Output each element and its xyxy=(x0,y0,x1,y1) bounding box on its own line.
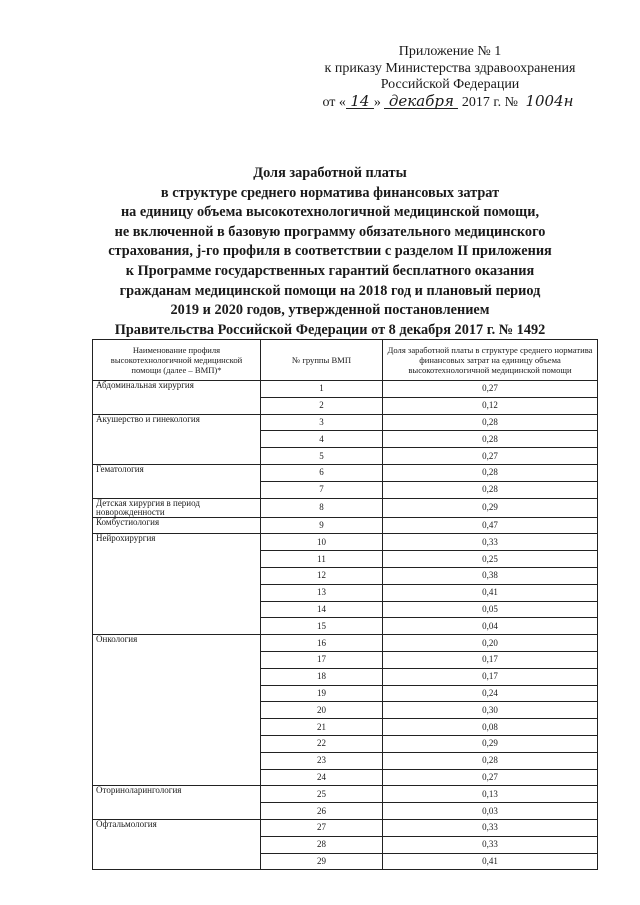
share-value-cell: 0,28 xyxy=(383,414,598,431)
profile-name-cell: Акушерство и гинекология xyxy=(93,414,261,464)
date-month-handwritten: декабря xyxy=(384,94,458,109)
profile-name-cell: Оториноларингология xyxy=(93,786,261,820)
group-number-cell: 27 xyxy=(261,819,383,836)
date-prefix: от « xyxy=(322,94,346,110)
group-number-cell: 11 xyxy=(261,551,383,568)
share-value-cell: 0,30 xyxy=(383,702,598,719)
group-number-cell: 19 xyxy=(261,685,383,702)
profile-name-cell: Комбустиология xyxy=(93,517,261,534)
group-number-cell: 17 xyxy=(261,651,383,668)
group-number-cell: 12 xyxy=(261,567,383,584)
group-number-cell: 20 xyxy=(261,702,383,719)
profile-name-cell: Онкология xyxy=(93,635,261,786)
title-line: на единицу объема высокотехнологичной медицинской помощи, xyxy=(120,204,540,221)
group-number-cell: 23 xyxy=(261,752,383,769)
share-value-cell: 0,28 xyxy=(383,464,598,481)
share-value-cell: 0,24 xyxy=(383,685,598,702)
table-row xyxy=(93,517,598,534)
group-number-cell: 8 xyxy=(261,498,383,517)
table-row xyxy=(93,414,598,431)
order-date-line xyxy=(300,91,600,112)
group-number-cell: 3 xyxy=(261,414,383,431)
table-row xyxy=(93,464,598,481)
order-reference: к приказу Министерства здравоохранения xyxy=(324,60,576,76)
share-value-cell: 0,41 xyxy=(383,853,598,870)
group-number-cell: 6 xyxy=(261,464,383,481)
share-value-cell: 0,17 xyxy=(383,651,598,668)
table-row xyxy=(93,819,598,836)
share-value-cell: 0,47 xyxy=(383,517,598,534)
group-number-cell: 4 xyxy=(261,431,383,448)
share-value-cell: 0,29 xyxy=(383,498,598,517)
share-value-cell: 0,28 xyxy=(383,481,598,498)
share-value-cell: 0,27 xyxy=(383,381,598,398)
profile-name-cell: Абдоминальная хирургия xyxy=(93,381,261,415)
header-group: № группы ВМП xyxy=(261,340,383,381)
appendix-block xyxy=(300,44,600,111)
group-number-cell: 1 xyxy=(261,381,383,398)
group-number-cell: 26 xyxy=(261,803,383,820)
profile-name-cell: Гематология xyxy=(93,464,261,498)
group-number-cell: 28 xyxy=(261,836,383,853)
appendix-number: Приложение № 1 xyxy=(398,44,502,59)
date-day-handwritten: 14 xyxy=(346,94,374,109)
group-number-cell: 25 xyxy=(261,786,383,803)
group-number-cell: 29 xyxy=(261,853,383,870)
share-value-cell: 0,20 xyxy=(383,635,598,652)
table-row xyxy=(93,635,598,652)
group-number-cell: 18 xyxy=(261,668,383,685)
table-row xyxy=(93,534,598,551)
table-row xyxy=(93,786,598,803)
share-value-cell: 0,25 xyxy=(383,551,598,568)
document-title xyxy=(90,164,570,340)
title-line: в структуре среднего норматива финансовых затрат xyxy=(160,184,500,201)
group-number-cell: 9 xyxy=(261,517,383,534)
share-value-cell: 0,33 xyxy=(383,534,598,551)
share-value-cell: 0,38 xyxy=(383,567,598,584)
share-value-cell: 0,05 xyxy=(383,601,598,618)
share-value-cell: 0,13 xyxy=(383,786,598,803)
order-number-handwritten: 1004н xyxy=(525,91,574,110)
profile-name-cell: Офтальмология xyxy=(93,819,261,869)
title-line: к Программе государственных гарантий бесплатного оказания xyxy=(125,262,535,279)
group-number-cell: 24 xyxy=(261,769,383,786)
date-mid: » xyxy=(373,94,381,110)
share-value-cell: 0,04 xyxy=(383,618,598,635)
group-number-cell: 14 xyxy=(261,601,383,618)
share-value-cell: 0,27 xyxy=(383,769,598,786)
share-value-cell: 0,29 xyxy=(383,735,598,752)
group-number-cell: 16 xyxy=(261,635,383,652)
group-number-cell: 22 xyxy=(261,735,383,752)
group-number-cell: 10 xyxy=(261,534,383,551)
salary-share-table xyxy=(92,339,598,870)
share-value-cell: 0,33 xyxy=(383,819,598,836)
header-share: Доля заработной платы в структуре среднего норматива финансовых затрат на единицу объема высокотехнологичной медицинской помощи xyxy=(383,340,598,381)
share-value-cell: 0,17 xyxy=(383,668,598,685)
profile-name-cell: Детская хирургия в период новорожденности xyxy=(93,498,261,517)
share-value-cell: 0,03 xyxy=(383,803,598,820)
group-number-cell: 15 xyxy=(261,618,383,635)
share-value-cell: 0,08 xyxy=(383,719,598,736)
share-value-cell: 0,41 xyxy=(383,584,598,601)
header-profile: Наименование профиля высокотехнологичной медицинской помощи (далее – ВМП)* xyxy=(93,340,261,381)
table-row xyxy=(93,381,598,398)
share-value-cell: 0,12 xyxy=(383,397,598,414)
share-value-cell: 0,28 xyxy=(383,752,598,769)
share-value-cell: 0,33 xyxy=(383,836,598,853)
federation-line: Российской Федерации xyxy=(380,77,520,92)
share-value-cell: 0,27 xyxy=(383,448,598,465)
profile-name-cell: Нейрохирургия xyxy=(93,534,261,635)
date-year: 2017 г. № xyxy=(461,94,518,110)
title-line: 2019 и 2020 годов, утвержденной постановлением xyxy=(170,302,490,319)
title-line: гражданам медицинской помощи на 2018 год и плановый период xyxy=(119,282,541,299)
group-number-cell: 2 xyxy=(261,397,383,414)
group-number-cell: 5 xyxy=(261,448,383,465)
title-line: не включенной в базовую программу обязательного медицинского xyxy=(114,223,546,240)
share-value-cell: 0,28 xyxy=(383,431,598,448)
group-number-cell: 7 xyxy=(261,481,383,498)
table-header-row xyxy=(93,340,598,381)
title-line: Правительства Российской Федерации от 8 декабря 2017 г. № 1492 xyxy=(114,321,546,338)
title-line: Доля заработной платы xyxy=(253,165,407,181)
table-row xyxy=(93,498,598,517)
group-number-cell: 21 xyxy=(261,719,383,736)
table-body xyxy=(93,381,598,870)
group-number-cell: 13 xyxy=(261,584,383,601)
title-line: страхования, j-го профиля в соответствии с разделом II приложения xyxy=(108,243,552,260)
